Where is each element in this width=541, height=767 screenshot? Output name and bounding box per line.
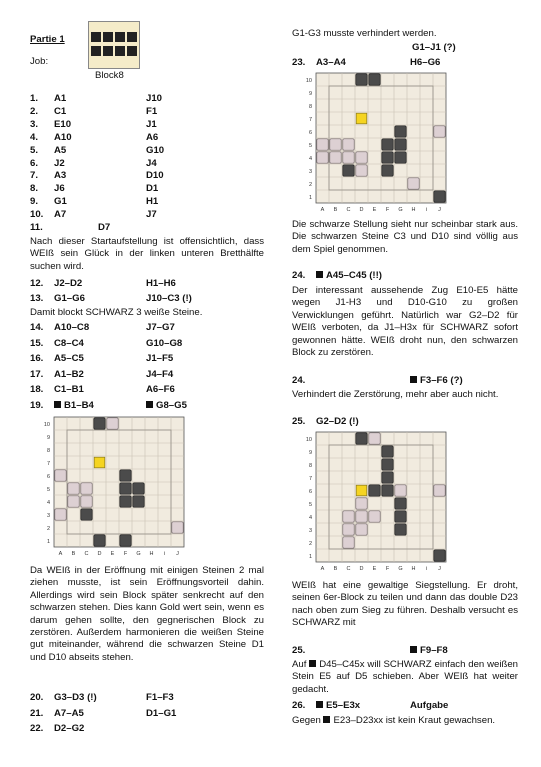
white-stone <box>343 511 354 522</box>
file-label: E <box>372 207 377 213</box>
white-stone <box>356 524 367 535</box>
rank-label: 8 <box>308 462 312 469</box>
move-black: H1–H6 <box>146 278 176 289</box>
move-number: 20. <box>30 692 44 703</box>
white-stone <box>81 483 92 494</box>
move-white: A10–C8 <box>54 322 90 333</box>
move-number: 10. <box>30 209 44 221</box>
move-number: 19. <box>30 400 44 411</box>
move-white <box>54 400 94 412</box>
black-stone <box>382 472 393 483</box>
black-stone <box>94 535 105 546</box>
rank-label: 5 <box>46 486 50 493</box>
file-label: C <box>346 207 351 213</box>
rank-label: 5 <box>308 142 312 149</box>
move-black: D1–G1 <box>146 707 177 719</box>
black-stone <box>395 524 406 535</box>
move-black: G1–J1 (?) <box>412 42 456 53</box>
black-stone <box>434 191 445 202</box>
white-stone <box>356 498 367 509</box>
file-label: G <box>398 566 403 572</box>
file-label: F <box>385 207 390 213</box>
move-white-text: B1–B4 <box>64 400 94 411</box>
white-stone <box>81 496 92 507</box>
commentary-2: Damit blockt SCHWARZ 3 weiße Steine. <box>30 307 203 318</box>
white-stone <box>172 522 183 533</box>
black-stone <box>382 459 393 470</box>
move-black: G10 <box>146 144 165 156</box>
move-number: 17. <box>30 368 44 380</box>
rank-label: 10 <box>43 421 50 428</box>
black-mark-icon <box>410 376 417 383</box>
rank-label: 4 <box>46 499 50 506</box>
white-stone <box>68 483 79 494</box>
black-stone <box>434 550 445 561</box>
move-number: 12. <box>30 278 44 289</box>
rank-label: 10 <box>305 436 312 443</box>
black-stone <box>382 485 393 496</box>
commentary-7: WEIß hat eine gewaltige Siegstellung. Er droht, seinen 6er-Block zu teilen und dann das double D23 nach oben zum Sieg zu führen. Deshalb versucht es SCHWARZ mit <box>292 580 518 629</box>
move-number: 25. <box>292 416 306 427</box>
file-label: G <box>398 207 403 213</box>
gold-stone <box>356 485 367 496</box>
file-label: i <box>425 207 428 213</box>
move-white: J2–D2 <box>54 278 83 289</box>
white-mark-icon <box>54 401 61 408</box>
black-stone <box>343 165 354 176</box>
black-stone <box>356 433 367 444</box>
file-label: H <box>411 566 416 572</box>
move-number: 11. <box>30 222 43 233</box>
white-stone <box>343 537 354 548</box>
move-number: 24. <box>292 375 306 386</box>
white-stone <box>356 152 367 163</box>
move-black: A6–F6 <box>146 384 175 396</box>
rank-label: 9 <box>46 434 50 441</box>
black-stone <box>382 446 393 457</box>
move-white: E10 <box>54 118 72 130</box>
rank-label: 4 <box>308 155 312 162</box>
white-stone <box>55 509 66 520</box>
rank-label: 1 <box>308 194 312 201</box>
move-white: A1 <box>54 93 67 104</box>
file-label: J <box>438 207 441 213</box>
commentary-9 <box>292 715 518 727</box>
file-label: i <box>163 551 166 557</box>
white-stone <box>68 496 79 507</box>
move-number: 2. <box>30 105 39 117</box>
file-label: G <box>136 551 141 557</box>
move-white: C8–C4 <box>54 337 84 349</box>
game-board <box>40 415 192 561</box>
rank-label: 8 <box>308 103 312 110</box>
move-white: C1–B1 <box>54 384 84 396</box>
move-white: A10 <box>54 131 72 143</box>
commentary-5: Der interessant aussehende Zug E10-E5 hätte wegen J1-H3 und D10-G10 zu großen Verwicklungen geführt. Natürlich war G2–D2 für WEIß verboten, da J1–H3x für SCHWARZ sofort gewonnen hätte. WEIß droht nun, den schwarzen Block zu zerstören. <box>292 285 518 359</box>
rank-label: 9 <box>308 90 312 97</box>
move-white-text: A45–C45 (!!) <box>326 270 382 281</box>
move-white: G1 <box>54 196 67 208</box>
commentary-right-1: G1-G3 musste verhindert werden. <box>292 28 437 39</box>
game-board <box>302 430 454 576</box>
game-result: Aufgabe <box>410 700 449 711</box>
move-white: A1–B2 <box>54 368 84 380</box>
move-black <box>410 645 448 657</box>
move-black <box>146 400 187 412</box>
move-white: G2–D2 (!) <box>316 416 359 427</box>
rank-label: 3 <box>308 168 312 175</box>
rank-label: 3 <box>308 527 312 534</box>
file-label: E <box>372 566 377 572</box>
move-white: G1–G6 <box>54 293 85 304</box>
rank-label: 7 <box>308 475 312 482</box>
black-stone <box>395 511 406 522</box>
move-black: H6–G6 <box>410 57 441 68</box>
commentary-3: Da WEIß in der Eröffnung mit einigen Steinen 2 mal ziehen musste, ist sein Eröffnungsvorteil dahin. Allerdings wird sein Block später senkrecht auf den schwarzen stehen. Dies kann Gold wert sein, wenn es darum gehen sollte, den gegnerischen Block zu zerstören. Außerdem harmonieren die weißen Steine gut miteinander, während die schwarzen Steine D1 und D10 abseits stehen. <box>30 565 264 663</box>
white-stone <box>369 511 380 522</box>
move-black: A6 <box>146 131 159 143</box>
file-label: C <box>346 566 351 572</box>
file-label: J <box>176 551 179 557</box>
file-label: A <box>320 207 325 213</box>
move-black: J7–G7 <box>146 322 175 333</box>
move-white <box>316 270 382 282</box>
rank-label: 7 <box>308 116 312 123</box>
rank-label: 9 <box>308 449 312 456</box>
move-black: J1 <box>146 118 157 130</box>
move-black: J4 <box>146 157 157 169</box>
black-stone <box>369 485 380 496</box>
white-stone <box>317 152 328 163</box>
file-label: A <box>320 566 325 572</box>
white-stone <box>343 152 354 163</box>
mark-icon <box>323 716 330 723</box>
mark-icon <box>309 660 316 667</box>
black-stone <box>369 74 380 85</box>
rank-label: 5 <box>308 501 312 508</box>
move-number: 22. <box>30 723 44 734</box>
file-label: F <box>123 551 128 557</box>
move-number: 25. <box>292 645 306 656</box>
commentary-6: Verhindert die Zerstörung, mehr aber auch nicht. <box>292 389 499 400</box>
move-black: D10 <box>146 170 164 182</box>
rank-label: 1 <box>46 538 50 545</box>
file-label: F <box>385 566 390 572</box>
move-white: J2 <box>54 157 65 169</box>
black-stone <box>81 509 92 520</box>
gold-stone <box>94 457 105 468</box>
move-white: A3 <box>54 170 67 182</box>
black-stone <box>395 126 406 137</box>
file-label: B <box>71 551 76 557</box>
black-mark-icon <box>410 646 417 653</box>
white-stone <box>343 524 354 535</box>
job-name: Block8 <box>95 70 124 81</box>
white-stone <box>434 485 445 496</box>
move-black-text: F3–F6 (?) <box>420 375 463 386</box>
black-stone <box>395 498 406 509</box>
move-number: 3. <box>30 118 39 130</box>
file-label: i <box>425 566 428 572</box>
move-number: 7. <box>30 170 39 182</box>
commentary-9-text: Gegen E23–D23xx ist kein Kraut gewachsen. <box>292 715 496 726</box>
job-label: Job: <box>30 56 49 67</box>
commentary-4: Die schwarze Stellung sieht nur scheinbar stark aus. Die schwarzen Steine C3 und D10 sind völlig aus dem Spiel genommen. <box>292 219 518 255</box>
white-mark-icon <box>316 271 323 278</box>
move-white: A5–C5 <box>54 353 84 365</box>
white-stone <box>330 139 341 150</box>
black-stone <box>120 535 131 546</box>
white-stone <box>343 139 354 150</box>
move-number: 13. <box>30 293 44 304</box>
white-stone <box>107 418 118 429</box>
move-black: J1–F5 <box>146 353 174 365</box>
black-stone <box>120 483 131 494</box>
rank-label: 8 <box>46 447 50 454</box>
black-stone <box>120 496 131 507</box>
rank-label: 4 <box>308 514 312 521</box>
move-white <box>316 700 360 712</box>
file-label: D <box>359 566 364 572</box>
rank-label: 2 <box>308 540 312 547</box>
move-number: 5. <box>30 144 39 156</box>
file-label: D <box>97 551 102 557</box>
white-mark-icon <box>316 701 323 708</box>
black-stone <box>395 139 406 150</box>
move-white: A7–A5 <box>54 707 84 719</box>
rank-label: 2 <box>308 181 312 188</box>
rank-label: 1 <box>308 553 312 560</box>
white-stone <box>369 433 380 444</box>
move-number: 9. <box>30 196 39 208</box>
black-mark-icon <box>146 401 153 408</box>
move-number: 26. <box>292 700 306 711</box>
move-number: 1. <box>30 93 39 104</box>
move-white-text: E5–E3x <box>326 700 361 711</box>
move-number: 6. <box>30 157 39 169</box>
file-label: A <box>58 551 63 557</box>
file-label: J <box>438 566 441 572</box>
gold-stone <box>356 113 367 124</box>
game-board <box>302 71 454 217</box>
move-number: 14. <box>30 322 44 333</box>
move-number: 4. <box>30 131 39 143</box>
move-black: G10–G8 <box>146 337 183 349</box>
file-label: H <box>411 207 416 213</box>
black-stone <box>120 470 131 481</box>
move-number: 16. <box>30 353 44 365</box>
rank-label: 3 <box>46 512 50 519</box>
move-number: 23. <box>292 57 306 68</box>
move-black <box>410 375 463 387</box>
black-stone <box>382 139 393 150</box>
white-stone <box>408 178 419 189</box>
black-stone <box>382 152 393 163</box>
move-black: F1–F3 <box>146 692 174 703</box>
black-stone <box>133 483 144 494</box>
game-title: Partie 1 <box>30 34 65 45</box>
move-white: D2–G2 <box>54 723 85 734</box>
white-stone <box>356 511 367 522</box>
white-stone <box>395 485 406 496</box>
move-black: D7 <box>98 222 111 233</box>
rank-label: 6 <box>308 129 312 136</box>
white-stone <box>317 139 328 150</box>
move-white: C1 <box>54 105 67 117</box>
commentary-1: Nach dieser Startaufstellung ist offensichtlich, dass WEIß sein Glück in der linken unteren Bretthälfte suchen wird. <box>30 236 264 272</box>
white-stone <box>356 165 367 176</box>
black-stone <box>94 418 105 429</box>
white-stone <box>55 470 66 481</box>
move-number: 15. <box>30 337 44 349</box>
move-black: J7 <box>146 209 157 221</box>
white-stone <box>434 126 445 137</box>
black-stone <box>356 74 367 85</box>
file-label: E <box>110 551 115 557</box>
move-black: F1 <box>146 105 158 117</box>
move-number: 24. <box>292 270 306 281</box>
move-black: H1 <box>146 196 159 208</box>
move-white: G3–D3 (!) <box>54 692 97 703</box>
move-white: A5 <box>54 144 67 156</box>
move-number: 18. <box>30 384 44 396</box>
move-black-text: F9–F8 <box>420 645 448 656</box>
file-label: B <box>333 207 338 213</box>
move-white: A3–A4 <box>316 57 346 68</box>
black-stone <box>382 165 393 176</box>
move-white: A7 <box>54 209 67 221</box>
move-black: J10 <box>146 93 163 104</box>
file-label: B <box>333 566 338 572</box>
rank-label: 7 <box>46 460 50 467</box>
rank-label: 6 <box>46 473 50 480</box>
rank-label: 10 <box>305 77 312 84</box>
commentary-8-text: Auf D45–C45x will SCHWARZ einfach den weißen Stein E5 auf D5 schieben. Aber WEIß hat weiter gedacht. <box>292 659 518 695</box>
file-label: C <box>84 551 89 557</box>
rank-label: 2 <box>46 525 50 532</box>
file-label: H <box>149 551 154 557</box>
move-black-text: G8–G5 <box>156 400 187 411</box>
move-black: D1 <box>146 183 159 195</box>
move-number: 8. <box>30 183 39 195</box>
white-stone <box>330 152 341 163</box>
file-label: D <box>359 207 364 213</box>
rank-label: 6 <box>308 488 312 495</box>
black-stone <box>133 496 144 507</box>
black-stone <box>395 152 406 163</box>
block8-thumbnail <box>88 21 140 69</box>
move-white: J6 <box>54 183 65 195</box>
move-number: 21. <box>30 707 44 719</box>
move-black: J4–F4 <box>146 368 174 380</box>
commentary-8 <box>292 659 518 696</box>
move-black: J10–C3 (!) <box>146 293 192 304</box>
